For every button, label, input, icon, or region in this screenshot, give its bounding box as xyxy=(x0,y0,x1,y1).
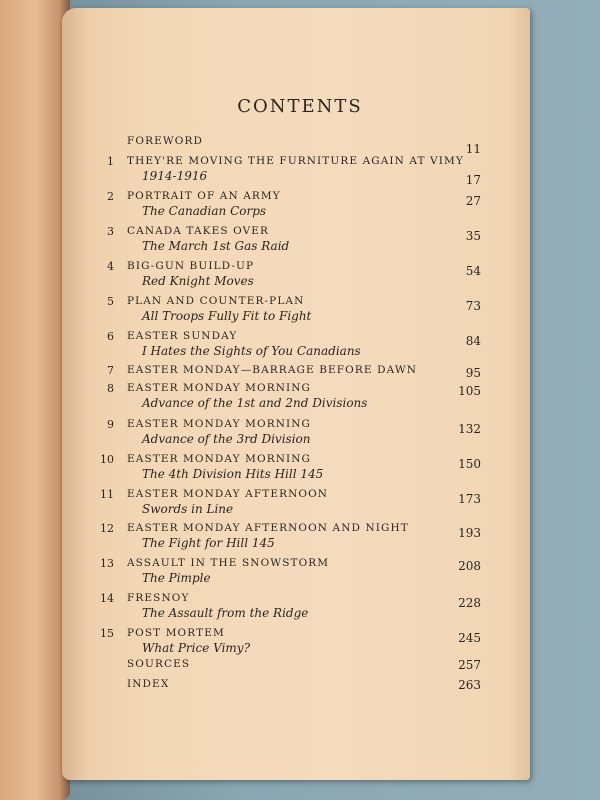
toc-heading: EASTER MONDAY MORNING xyxy=(127,418,312,430)
toc-heading: SOURCES xyxy=(127,658,191,670)
toc-page-number: 17 xyxy=(465,173,481,187)
toc-page-number: 84 xyxy=(465,334,481,348)
page-title: CONTENTS xyxy=(237,96,363,117)
toc-page-number: 173 xyxy=(458,492,481,506)
toc-subtitle: Advance of the 1st and 2nd Divisions xyxy=(142,396,368,410)
chapter-number: 10 xyxy=(100,453,114,466)
toc-page-number: 54 xyxy=(465,264,481,278)
toc-heading: ASSAULT IN THE SNOWSTORM xyxy=(127,557,330,569)
toc-subtitle: The Canadian Corps xyxy=(142,204,267,218)
toc-page-number: 132 xyxy=(458,422,481,436)
chapter-number: 7 xyxy=(107,364,114,377)
toc-page-number: 27 xyxy=(465,194,481,208)
chapter-number: 3 xyxy=(107,225,114,238)
toc-subtitle: Advance of the 3rd Division xyxy=(142,432,311,446)
toc-heading: EASTER MONDAY MORNING xyxy=(127,382,312,394)
toc-heading: PLAN AND COUNTER-PLAN xyxy=(127,295,305,307)
toc-page-number: 95 xyxy=(465,366,481,380)
toc-heading: EASTER MONDAY AFTERNOON AND NIGHT xyxy=(127,522,409,534)
toc-subtitle: 1914-1916 xyxy=(142,169,208,183)
toc-heading: PORTRAIT OF AN ARMY xyxy=(127,190,281,202)
toc-subtitle: The Assault from the Ridge xyxy=(142,606,309,620)
toc-heading: POST MORTEM xyxy=(127,627,225,639)
toc-heading: CANADA TAKES OVER xyxy=(127,225,270,237)
toc-subtitle: The Pimple xyxy=(142,571,211,585)
chapter-number: 8 xyxy=(107,382,114,395)
toc-subtitle: Red Knight Moves xyxy=(142,274,254,288)
toc-page-number: 150 xyxy=(458,457,481,471)
toc-heading: FOREWORD xyxy=(127,135,203,147)
chapter-number: 5 xyxy=(107,295,114,308)
toc-subtitle: The March 1st Gas Raid xyxy=(142,239,290,253)
chapter-number: 9 xyxy=(107,418,114,431)
toc-heading: EASTER SUNDAY xyxy=(127,330,238,342)
toc-page-number: 73 xyxy=(465,299,481,313)
toc-page-number: 263 xyxy=(458,678,481,692)
toc-subtitle: I Hates the Sights of You Canadians xyxy=(142,344,361,358)
toc-heading: EASTER MONDAY AFTERNOON xyxy=(127,488,329,500)
toc-page-number: 35 xyxy=(465,229,481,243)
toc-page-number: 105 xyxy=(458,384,481,398)
toc-subtitle: Swords in Line xyxy=(142,502,234,516)
toc-page-number: 228 xyxy=(458,596,481,610)
toc-heading: BIG-GUN BUILD-UP xyxy=(127,260,255,272)
toc-subtitle: The 4th Division Hits Hill 145 xyxy=(142,467,324,481)
toc-subtitle: The Fight for Hill 145 xyxy=(142,536,275,550)
toc-heading: EASTER MONDAY MORNING xyxy=(127,453,312,465)
chapter-number: 1 xyxy=(107,155,114,168)
toc-page-number: 193 xyxy=(458,526,481,540)
toc-subtitle: What Price Vimy? xyxy=(142,641,251,655)
toc-heading: FRESNOY xyxy=(127,592,190,604)
toc-heading: THEY'RE MOVING THE FURNITURE AGAIN AT VIMY xyxy=(127,155,464,167)
toc-page-number: 257 xyxy=(458,658,481,672)
chapter-number: 4 xyxy=(107,260,114,273)
toc-subtitle: All Troops Fully Fit to Fight xyxy=(142,309,312,323)
chapter-number: 13 xyxy=(100,557,114,570)
chapter-number: 15 xyxy=(100,627,114,640)
toc-page-number: 208 xyxy=(458,559,481,573)
toc-page-number: 11 xyxy=(465,142,481,156)
chapter-number: 12 xyxy=(100,522,114,535)
toc-heading: INDEX xyxy=(127,678,170,690)
toc-page-number: 245 xyxy=(458,631,481,645)
chapter-number: 11 xyxy=(100,488,114,501)
chapter-number: 6 xyxy=(107,330,114,343)
chapter-number: 2 xyxy=(107,190,114,203)
chapter-number: 14 xyxy=(100,592,114,605)
toc-heading: EASTER MONDAY—BARRAGE BEFORE DAWN xyxy=(127,364,418,376)
